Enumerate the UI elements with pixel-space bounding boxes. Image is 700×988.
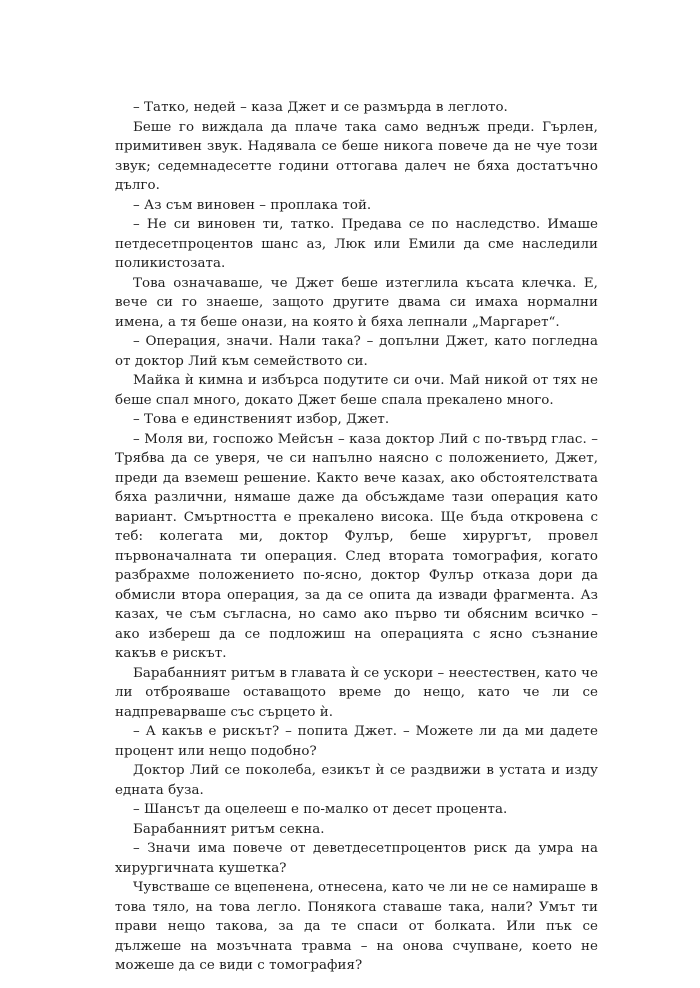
paragraph: – Моля ви, госпожо Мейсън – каза доктор Лий с по-твърд глас. – Трябва да се уверя, че си напълно наясно с положението, Джет, преди да вземеш решение. Както вече казах, ако обстоятелствата бяха различни, нямаше даже да обсъждаме тази операция като вариант. Смъртността е прекалено висока. Ще бъда откровена с теб: колегата ми, доктор Фулър, беше хирургът, провел първоначалната ти операция. След втората томография, когато разбрахме положението по-ясно, доктор Фулър отказа дори да обмисли втора операция, за да се опита да извади фрагмента. Аз казах, че съм съгласна, но само ако първо ти обясним всичко – ако избереш да се подложиш на операцията с ясно съзнание какъв е рискът. — [115, 431, 598, 661]
paragraph: – Операция, значи. Нали така? – допълни Джет, като погледна от доктор Лий към семейството си. — [115, 334, 598, 369]
paragraph: – Това е единственият избор, Джет. — [133, 412, 390, 427]
page-body-text — [115, 98, 598, 976]
paragraph: – Шансът да оцелееш е по-малко от десет процента. — [133, 802, 508, 817]
paragraph: Това означаваше, че Джет беше изтеглила късата клечка. Е, вече си го знаеше, защото другите двама си имаха нормални имена, а тя беше онази, на която ѝ бяха лепнали „Маргарет“. — [115, 275, 598, 330]
paragraph: – Значи има повече от деветдесетпроцентов риск да умра на хирургичната кушетка? — [115, 841, 598, 876]
paragraph: – Аз съм виновен – проплака той. — [133, 197, 372, 213]
paragraph: Барабанният ритъм секна. — [133, 821, 325, 837]
paragraph: Чувстваше се вцепенена, отнесена, като че ли не се намираше в това тяло, на това легло. Понякога ставаше така, нали? Умът ти прави нещо такова, за да те спаси от болката. Или пък се дължеше на мозъчната травма – на онова счупване, което не можеше да се види с томография? — [115, 880, 598, 973]
paragraph: Барабанният ритъм в главата ѝ се ускори – неестествен, като че ли отброяваше оставащото време до нещо, като че ли се надпреварваше със сърцето ѝ. — [115, 665, 598, 720]
paragraph: Майка ѝ кимна и избърса подутите си очи. Май никой от тях не беше спал много, докато Джет беше спала прекалено много. — [115, 373, 598, 408]
paragraph: Беше го виждала да плаче така само веднъж преди. Гърлен, примитивен звук. Надявала се беше никога повече да не чуе този звук; седемнадесетте години оттогава далеч не бяха достатъчно дълго. — [115, 119, 598, 193]
paragraph: – А какъв е рискът? – попита Джет. – Можете ли да ми дадете процент или нещо подобно? — [115, 724, 598, 759]
paragraph: – Не си виновен ти, татко. Предава се по наследство. Имаше петдесетпроцентов шанс аз, Люк или Емили да сме наследили поликистозата. — [115, 217, 598, 271]
paragraph: Доктор Лий се поколеба, езикът ѝ се раздвижи в устата и изду едната буза. — [115, 763, 598, 798]
paragraph: – Татко, недей – каза Джет и се размърда в леглото. — [133, 100, 508, 115]
